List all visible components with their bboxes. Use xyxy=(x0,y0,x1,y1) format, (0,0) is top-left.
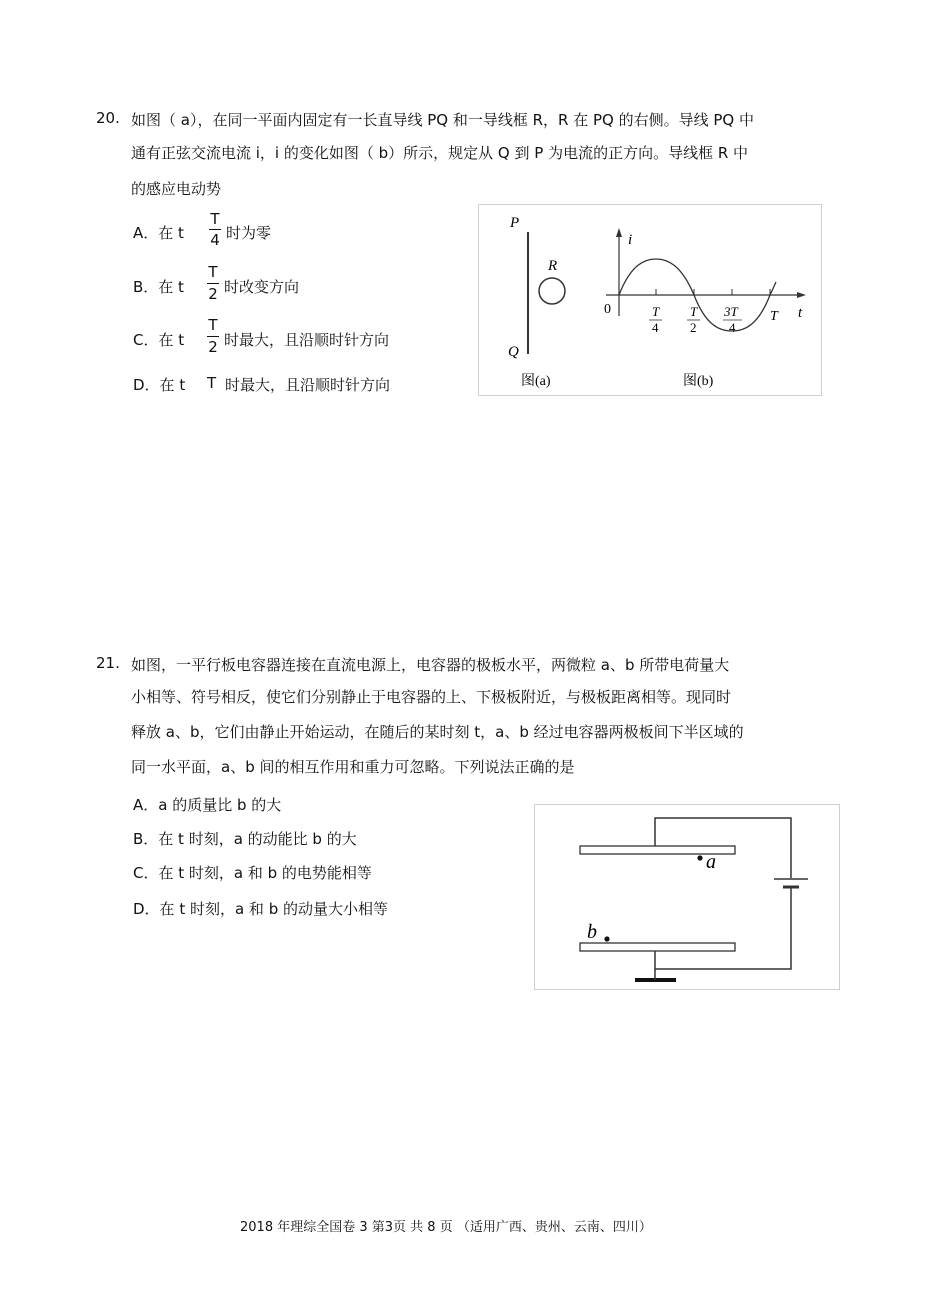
tick-label-3T4-num: 3T xyxy=(724,304,738,319)
tick-label-T: T xyxy=(770,309,778,324)
q20-option-d-mid: T xyxy=(207,374,217,392)
q21-option-d: D．在 t 时刻，a 和 b 的动量大小相等 xyxy=(133,900,388,918)
q21-figure xyxy=(534,804,840,990)
q20-option-c-bar xyxy=(207,336,219,337)
q20-figure-frame xyxy=(479,205,822,396)
q21-figure-frame xyxy=(535,805,840,990)
label-a: a xyxy=(706,851,716,873)
label-0: 0 xyxy=(604,302,611,317)
q20-option-a-prefix: A．在 t xyxy=(133,224,184,242)
q20-option-d: D．在 t xyxy=(133,376,186,394)
q21-option-b: B．在 t 时刻，a 的动能比 b 的大 xyxy=(133,830,357,848)
q20-option-c-den: 2 xyxy=(208,338,218,356)
q21-line-3: 释放 a、b，它们由静止开始运动，在随后的某时刻 t，a、b 经过电容器两极板间下半区域的 xyxy=(131,723,744,741)
label-R: R xyxy=(548,258,558,274)
lower-plate xyxy=(580,943,735,951)
q20-option-d-suffix: 时最大，且沿顺时针方向 xyxy=(225,376,391,394)
q20-option-c: C．在 t xyxy=(133,331,185,349)
label-Q: Q xyxy=(508,344,519,360)
q20-option-a-bar xyxy=(209,229,221,230)
q21-number: 21. xyxy=(96,654,120,672)
q20-option-b-suffix: 时改变方向 xyxy=(224,278,300,296)
caption-b: 图(b) xyxy=(683,374,714,389)
q20-option-b-bar xyxy=(207,283,219,284)
label-P: P xyxy=(510,215,520,231)
circuit-wire-lower xyxy=(655,888,791,969)
label-t: t xyxy=(798,305,803,321)
tick-label-T4-num: T xyxy=(652,304,660,319)
label-i: i xyxy=(628,232,633,248)
q20-option-a-suffix: 时为零 xyxy=(226,224,272,242)
particle-b xyxy=(604,936,609,941)
q21-line-2: 小相等、符号相反，使它们分别静止于电容器的上、下极板附近，与极板距离相等。现同时 xyxy=(131,688,732,706)
q20-option-a-den: 4 xyxy=(210,231,220,249)
tick-label-3T4-den: 4 xyxy=(729,320,736,335)
q20-option-b: B．在 t xyxy=(133,278,184,296)
q20-option-c-num: T xyxy=(208,316,218,334)
tick-label-T2-den: 2 xyxy=(690,320,697,335)
q20-line-3: 的感应电动势 xyxy=(131,180,222,198)
page-footer: 2018 年理综全国卷 3 第3页 共 8 页 （适用广西、贵州、云南、四川） xyxy=(240,1220,652,1235)
q20-option-b-den: 2 xyxy=(208,285,218,303)
q20-option-a xyxy=(133,222,184,243)
q20-option-b-num: T xyxy=(208,263,218,281)
caption-a: 图(a) xyxy=(521,374,551,389)
q20-number: 20. xyxy=(96,109,120,127)
q21-line-4: 同一水平面，a、b 间的相互作用和重力可忽略。下列说法正确的是 xyxy=(131,758,575,776)
q21-option-c: C．在 t 时刻，a 和 b 的电势能相等 xyxy=(133,864,372,882)
t-axis-arrow xyxy=(797,292,806,298)
tick-label-T4-den: 4 xyxy=(652,320,659,335)
tick-label-T2-num: T xyxy=(690,304,698,319)
i-axis-arrow xyxy=(616,228,622,237)
q20-figure xyxy=(478,204,822,396)
q20-option-c-suffix: 时最大，且沿顺时针方向 xyxy=(224,331,390,349)
q21-line-1: 如图，一平行板电容器连接在直流电源上，电容器的极板水平，两微粒 a、b 所带电荷量大 xyxy=(131,656,730,674)
q20-line-1: 如图（ a），在同一平面内固定有一长直导线 PQ 和一导线框 R，R 在 PQ 的右侧。导线 PQ 中 xyxy=(131,111,755,129)
q20-option-a-num: T xyxy=(210,210,220,228)
q20-line-2: 通有正弦交流电流 i，i 的变化如图（ b）所示，规定从 Q 到 P 为电流的正方向。导线框 R 中 xyxy=(131,144,749,162)
q21-option-a: A．a 的质量比 b 的大 xyxy=(133,796,282,814)
label-b: b xyxy=(587,921,597,943)
loop-R xyxy=(539,278,565,304)
particle-a xyxy=(697,855,702,860)
